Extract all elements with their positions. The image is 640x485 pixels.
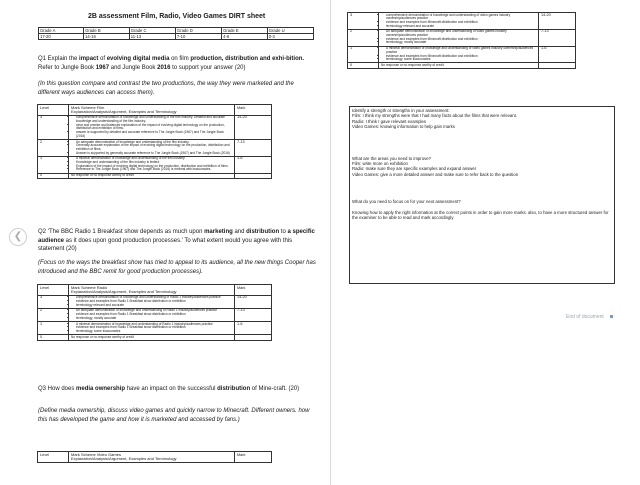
- q1-text: to support your answer (20): [170, 64, 246, 71]
- scheme-header: [69, 452, 235, 463]
- level-header: Level: [38, 452, 69, 463]
- scheme-title: Mark Scheme Video Games: [71, 451, 121, 457]
- grade-header: Grade B: [84, 28, 130, 34]
- table-row: [38, 322, 272, 335]
- q2-text: and: [232, 229, 247, 235]
- criteria-item: • An adequate demonstration of knowledge and understanding of video games industry ownership/audiences practice: [386, 30, 536, 37]
- criteria-cell: [379, 46, 539, 63]
- q2-text: as it does upon good production processes.’ To what extent would you agree with this statement (20): [38, 237, 293, 253]
- criteria-item: No response or no response worthy of credit: [381, 62, 444, 67]
- level-cell: 0: [38, 335, 69, 341]
- criteria-item: • clear and precise and balanced explanation of the impact of evolving digital technology on the production, distribution and exhibition of films.: [76, 124, 232, 131]
- mark-header: Mark: [235, 285, 272, 296]
- criteria-item: • evidence and examples from Minecraft distribution and exhibition: [386, 55, 536, 59]
- grade-range: 11-13: [129, 34, 175, 40]
- criteria-item: • answer is supported by detailed and accurate reference to The Jungle Book (1967) and The Jungle Book (2016): [76, 131, 232, 138]
- q3-text: have an impact on the successful: [125, 386, 218, 392]
- scheme-subtitle: Explanation/Analysis/Argument, Examples and Terminology: [71, 455, 177, 461]
- q1-bold: production, distribution and exhi-bition.: [190, 56, 305, 62]
- mark-cell: 1-6: [539, 46, 576, 63]
- table-row: [38, 156, 272, 173]
- criteria-item: • A minimal demonstration of knowledge and understanding of video games industry ownership/audiences practice: [386, 47, 536, 54]
- mark-cell: [539, 63, 576, 69]
- grade-range: 14-16: [84, 34, 130, 40]
- q1-bold: 1967: [95, 64, 110, 71]
- mark-scheme-games-table-continued: [347, 12, 576, 69]
- mark-header: Mark: [235, 452, 272, 463]
- q3-bold: distribution: [217, 386, 251, 392]
- grade-range: 7-10: [175, 34, 221, 40]
- mark-cell: [235, 173, 272, 179]
- chevron-left-icon: ❮: [13, 231, 23, 242]
- q3-text: Q3 How does: [38, 386, 77, 392]
- criteria-item: • Reference to The Jungle Book (1967) and The Jungle Book (2016) is minimal with inaccuracies.: [76, 168, 232, 172]
- q1-text: Q1 Explain the: [38, 56, 80, 62]
- mark-cell: 7-13: [235, 308, 272, 321]
- question-2: [38, 228, 320, 254]
- mark-cell: 7-13: [539, 29, 576, 46]
- q1-bold: evolving digital media: [106, 56, 170, 62]
- mark-cell: 14-20: [235, 295, 272, 308]
- table-row: [38, 115, 272, 139]
- criteria-item: • terminology, some inaccuracies: [386, 58, 536, 62]
- criteria-item: • evidence and examples from Minecraft distribution and exhibition: [386, 21, 536, 25]
- criteria-cell: [379, 63, 539, 69]
- strengths-heading: Identify a strength or strengths in your assessment:: [352, 108, 450, 113]
- scheme-subtitle: Explanation/Analysis/Argument, Examples and Terminology: [71, 288, 177, 294]
- criteria-cell: [69, 322, 235, 335]
- scheme-header: [69, 285, 235, 296]
- criteria-item: • evidence and examples from Minecraft distribution and exhibition: [386, 38, 536, 42]
- criteria-cell: [69, 295, 235, 308]
- mark-cell: 1-6: [235, 322, 272, 335]
- improvement-line: Video Games: give a more detailed answer and make sure to refer back to the question: [352, 171, 519, 177]
- page-divider: [330, 0, 331, 485]
- improvements-heading: What are the areas you need to improve?: [352, 155, 432, 161]
- end-of-document-indicator: [566, 314, 613, 320]
- mark-scheme-radio-table: [37, 284, 272, 341]
- level-cell: 2: [38, 308, 69, 321]
- dirt-reflection-box: [349, 106, 615, 284]
- grade-range: 17-20: [39, 34, 84, 40]
- criteria-item: • An adequate demonstration of knowledge and understanding of Radio 1 industry/audiences practice: [76, 309, 232, 313]
- level-cell: 3: [38, 115, 69, 139]
- grade-range: 0-3: [267, 34, 313, 40]
- table-header-row: [38, 105, 272, 116]
- criteria-cell: [69, 308, 235, 321]
- criteria-cell: [379, 29, 539, 46]
- q1-bold: 2016: [157, 64, 171, 71]
- q1-text: Refer to Jungle Book: [38, 64, 96, 71]
- scheme-header: [69, 105, 235, 116]
- improvement-line: Radio: make sure they are specific examples and expand answer: [352, 166, 477, 172]
- criteria-item: • evidence and examples from Radio 1 Breakfast show distribution or exhibition: [76, 300, 232, 304]
- level-cell: 1: [38, 322, 69, 335]
- end-marker-icon: [610, 315, 613, 318]
- criteria-item: • terminology relevant and accurate: [76, 304, 232, 308]
- scheme-subtitle: Explanation/Analysis/Argument, Examples and Terminology: [71, 108, 177, 114]
- question-1-note: (In this question compare and contrast the two productions, the way they were marketed and the different ways audiences can access them).: [38, 81, 294, 96]
- scheme-title: Mark Scheme Film: [71, 104, 105, 110]
- q2-bold: marketing: [204, 229, 233, 235]
- table-row: [348, 13, 576, 30]
- question-3: [38, 385, 318, 394]
- q1-text: and Jungle Book: [109, 64, 158, 71]
- level-cell: 2: [38, 140, 69, 157]
- focus-text: Knowing how to apply the right information at the correct points in order to gain more marks. also, to have a more structured answer for the examiner to be able to read and mark accordingly: [352, 209, 609, 221]
- criteria-cell: [379, 13, 539, 30]
- table-row: [38, 173, 272, 179]
- grade-header: Grade D: [175, 28, 221, 34]
- q3-bold: media ownership: [76, 386, 126, 392]
- grade-range: 4-6: [222, 34, 268, 40]
- criteria-item: • comprehensive demonstration of knowledge and understanding of video games industry ownership/audiences practice: [386, 14, 536, 21]
- table-row: [38, 295, 272, 308]
- table-header-row: [38, 285, 272, 296]
- criteria-cell: [69, 156, 235, 173]
- strength-line: Film: I think my strengths were that I had many facts about the films that were relevant.: [352, 113, 518, 119]
- level-cell: 0: [348, 63, 379, 69]
- criteria-item: • comprehensive demonstration of knowledge and understanding of Radio 1 industry/audiences practice: [76, 296, 232, 300]
- level-cell: 3: [348, 13, 379, 30]
- previous-page-button[interactable]: [9, 228, 27, 246]
- mark-cell: 14-20: [235, 115, 272, 139]
- q1-text: on film: [169, 56, 191, 62]
- q2-bold: a specific audience: [38, 229, 315, 244]
- level-header: Level: [38, 285, 69, 296]
- level-cell: 2: [348, 29, 379, 46]
- q1-bold: impact: [79, 56, 99, 62]
- criteria-item: No response or no response worthy of credit: [71, 173, 134, 178]
- mark-cell: [235, 335, 272, 341]
- level-cell: 0: [38, 173, 69, 179]
- question-2-note: (Focus on the ways the breakfast show has tried to appeal to its audience, all the new things Cooper has introduced and the BBC remit for good production processes).: [38, 260, 316, 275]
- table-row: [38, 140, 272, 157]
- q1-text: of: [98, 56, 107, 62]
- end-of-document-label: End of document: [566, 314, 604, 320]
- mark-scheme-games-table: [37, 451, 272, 463]
- focus-heading: What do you need to focus on for your next assessment?: [352, 199, 461, 205]
- criteria-item: • A minimal demonstration of knowledge and understanding of the film industry.: [76, 157, 232, 161]
- grade-boundaries-table: [38, 27, 314, 40]
- criteria-item: • terminology, mostly accurate: [386, 41, 536, 45]
- criteria-item: • evidence and examples from Radio 1 Breakfast show distribution or exhibition: [76, 313, 232, 317]
- grade-header: Grade E: [222, 28, 268, 34]
- question-1: [38, 55, 318, 72]
- criteria-item: • Knowledge and understanding of the film industry is limited.: [76, 161, 232, 165]
- criteria-item: • terminology, some inaccuracies: [76, 330, 232, 334]
- mark-cell: 14-20: [539, 13, 576, 30]
- table-row: [348, 46, 576, 63]
- mark-cell: 1-6: [235, 156, 272, 173]
- grade-header: Grade C: [129, 28, 175, 34]
- q2-bold: distribution: [246, 229, 280, 235]
- criteria-item: • terminology, mostly accurate: [76, 317, 232, 321]
- document-title: 2B assessment Film, Radio, Video Games DIRT sheet: [88, 13, 266, 20]
- q2-text: to: [279, 229, 288, 235]
- scheme-title: Mark Scheme Radio: [71, 284, 108, 290]
- strength-line: Radio: I think I gave relevant examples: [352, 118, 427, 124]
- grade-header: Grade A: [39, 28, 84, 34]
- criteria-cell: [69, 140, 235, 157]
- criteria-item: • Explanation of the impact of evolving digital technology on the production, distribution and exhibition of films.: [76, 165, 232, 169]
- grade-header: Grade U: [267, 28, 313, 34]
- strength-line: Video Games: knowing information to help gain marks: [352, 124, 455, 130]
- level-header: Level: [38, 105, 69, 116]
- criteria-cell: [69, 173, 235, 179]
- level-cell: 3: [38, 295, 69, 308]
- criteria-item: No response or no response worthy of credit: [71, 334, 134, 339]
- criteria-item: • comprehensive demonstration of knowledge and understanding of the film industry. Detailed and accurate knowledge and understanding of the film industry.: [76, 116, 232, 123]
- criteria-item: • evidence and examples from Radio 1 Breakfast show distribution or exhibition: [76, 326, 232, 330]
- criteria-item: • A minimal demonstration of knowledge and understanding of Radio 1 industry/audiences practice: [76, 323, 232, 327]
- criteria-item: • Answer is supported by generally accurate reference to The Jungle Book (1967) and The Jungle Book (2016): [76, 152, 232, 156]
- level-cell: 1: [38, 156, 69, 173]
- criteria-item: • terminology relevant and accurate: [386, 25, 536, 29]
- table-row: [348, 29, 576, 46]
- question-3-note: (Define media ownership, discuss video games and quickly narrow to Minecraft. Different owners. how this has developed the game and how it is marketed and accessed by fans.): [38, 408, 310, 423]
- table-row: [38, 335, 272, 341]
- improvement-line: Film: write more on exhibition: [352, 161, 408, 167]
- table-row: [348, 63, 576, 69]
- q2-text: Q2 ‘The BBC Radio 1 Breakfast show depends as much upon: [38, 229, 205, 235]
- mark-cell: 7-13: [235, 140, 272, 157]
- level-cell: 1: [348, 46, 379, 63]
- table-header-row: [38, 452, 272, 463]
- criteria-cell: [69, 335, 235, 341]
- criteria-item: • Generally accurate explanation of the impact of evolving digital technology on the production, distribution and exhibition of films.: [76, 144, 232, 151]
- q3-text: of Mine-craft. (20): [250, 386, 300, 392]
- criteria-cell: [69, 115, 235, 139]
- table-row: [38, 308, 272, 321]
- mark-scheme-film-table: [37, 104, 272, 179]
- grade-range-row: [39, 34, 314, 40]
- criteria-item: • An adequate demonstration of knowledge and understanding of the film industry.: [76, 141, 232, 145]
- mark-header: Mark: [235, 105, 272, 116]
